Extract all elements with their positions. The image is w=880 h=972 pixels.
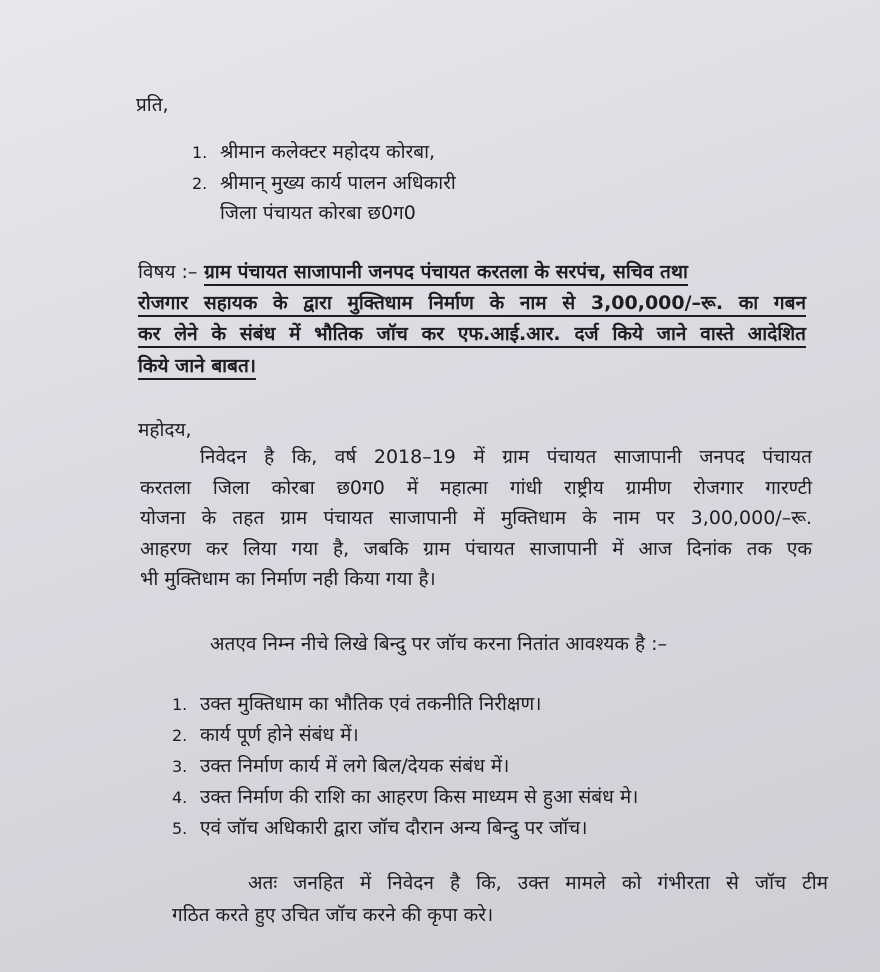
recipient-item: [192, 171, 456, 196]
recipient-item: [192, 140, 435, 165]
subject-text: ग्राम पंचायत साजापानी जनपद पंचायत करतला के सरपंच, सचिव तथा: [204, 261, 688, 286]
list-item: [172, 754, 509, 779]
list-item: [172, 816, 587, 841]
body-line: भी मुक्तिधाम का निर्माण नही किया गया है।: [140, 568, 436, 590]
body-line: करतला जिला कोरबा छ0ग0 में महात्मा गांधी राष्ट्रीय ग्रामीण रोजगार गारण्टी: [140, 477, 812, 499]
subject-line: [138, 354, 256, 378]
closing-line: गठित करते हुए उचित जॉच करने की कृपा करे।: [172, 904, 494, 926]
list-item: [172, 785, 638, 810]
subject-text: रोजगार सहायक के द्वारा मुक्तिधाम निर्माण के नाम से 3,00,000/–रू. का गबन: [138, 292, 806, 317]
recipient-text: श्रीमान कलेक्टर महोदय कोरबा,: [220, 141, 436, 163]
closing-line: अतः जनहित में निवेदन है कि, उक्त मामले को गंभीरता से जॉच टीम: [248, 872, 828, 894]
list-item-number: 3.: [172, 757, 188, 776]
points-intro: अतएव निम्न नीचे लिखे बिन्दु पर जॉच करना नितांत आवश्यक है :–: [210, 633, 668, 655]
list-item-text: उक्त निर्माण कार्य में लगे बिल/देयक संबंध में।: [200, 755, 510, 777]
list-item-text: उक्त निर्माण की राशि का आहरण किस माध्यम से हुआ संबंध मे।: [200, 786, 639, 808]
recipient-number: 2.: [192, 174, 208, 193]
body-line: निवेदन है कि, वर्ष 2018–19 में ग्राम पंचायत साजापानी जनपद पंचायत: [200, 446, 812, 468]
list-item-number: 1.: [172, 695, 188, 714]
subject-text: किये जाने बाबत।: [138, 355, 256, 380]
list-item-number: 4.: [172, 788, 188, 807]
subject-text: कर लेने के संबंध में भौतिक जॉच कर एफ.आई.आर. दर्ज किये जाने वास्ते आदेशित: [138, 323, 806, 348]
recipient-address: जिला पंचायत कोरबा छ0ग0: [220, 202, 416, 224]
recipient-text: श्रीमान् मुख्य कार्य पालन अधिकारी: [220, 172, 456, 194]
subject-line: [138, 322, 806, 346]
list-item: [172, 723, 359, 748]
list-item-text: उक्त मुक्तिधाम का भौतिक एवं तकनीति निरीक्षण।: [200, 693, 542, 715]
list-item-number: 5.: [172, 819, 188, 838]
subject-label: विषय :–: [138, 261, 198, 283]
list-item-text: एवं जॉच अधिकारी द्वारा जॉच दौरान अन्य बिन्दु पर जॉच।: [200, 817, 588, 839]
greeting: महोदय,: [138, 419, 192, 441]
subject-line: [138, 291, 806, 315]
subject-line: [138, 260, 806, 284]
list-item-text: कार्य पूर्ण होने संबंध में।: [200, 724, 359, 746]
salutation-to: प्रति,: [136, 94, 169, 116]
list-item: [172, 692, 542, 717]
list-item-number: 2.: [172, 726, 188, 745]
body-line: योजना के तहत ग्राम पंचायत साजापानी में मुक्तिधाम के नाम पर 3,00,000/–रू.: [140, 507, 812, 529]
body-line: आहरण कर लिया गया है, जबकि ग्राम पंचायत साजापानी में आज दिनांक तक एक: [140, 538, 812, 560]
recipient-number: 1.: [192, 143, 208, 162]
